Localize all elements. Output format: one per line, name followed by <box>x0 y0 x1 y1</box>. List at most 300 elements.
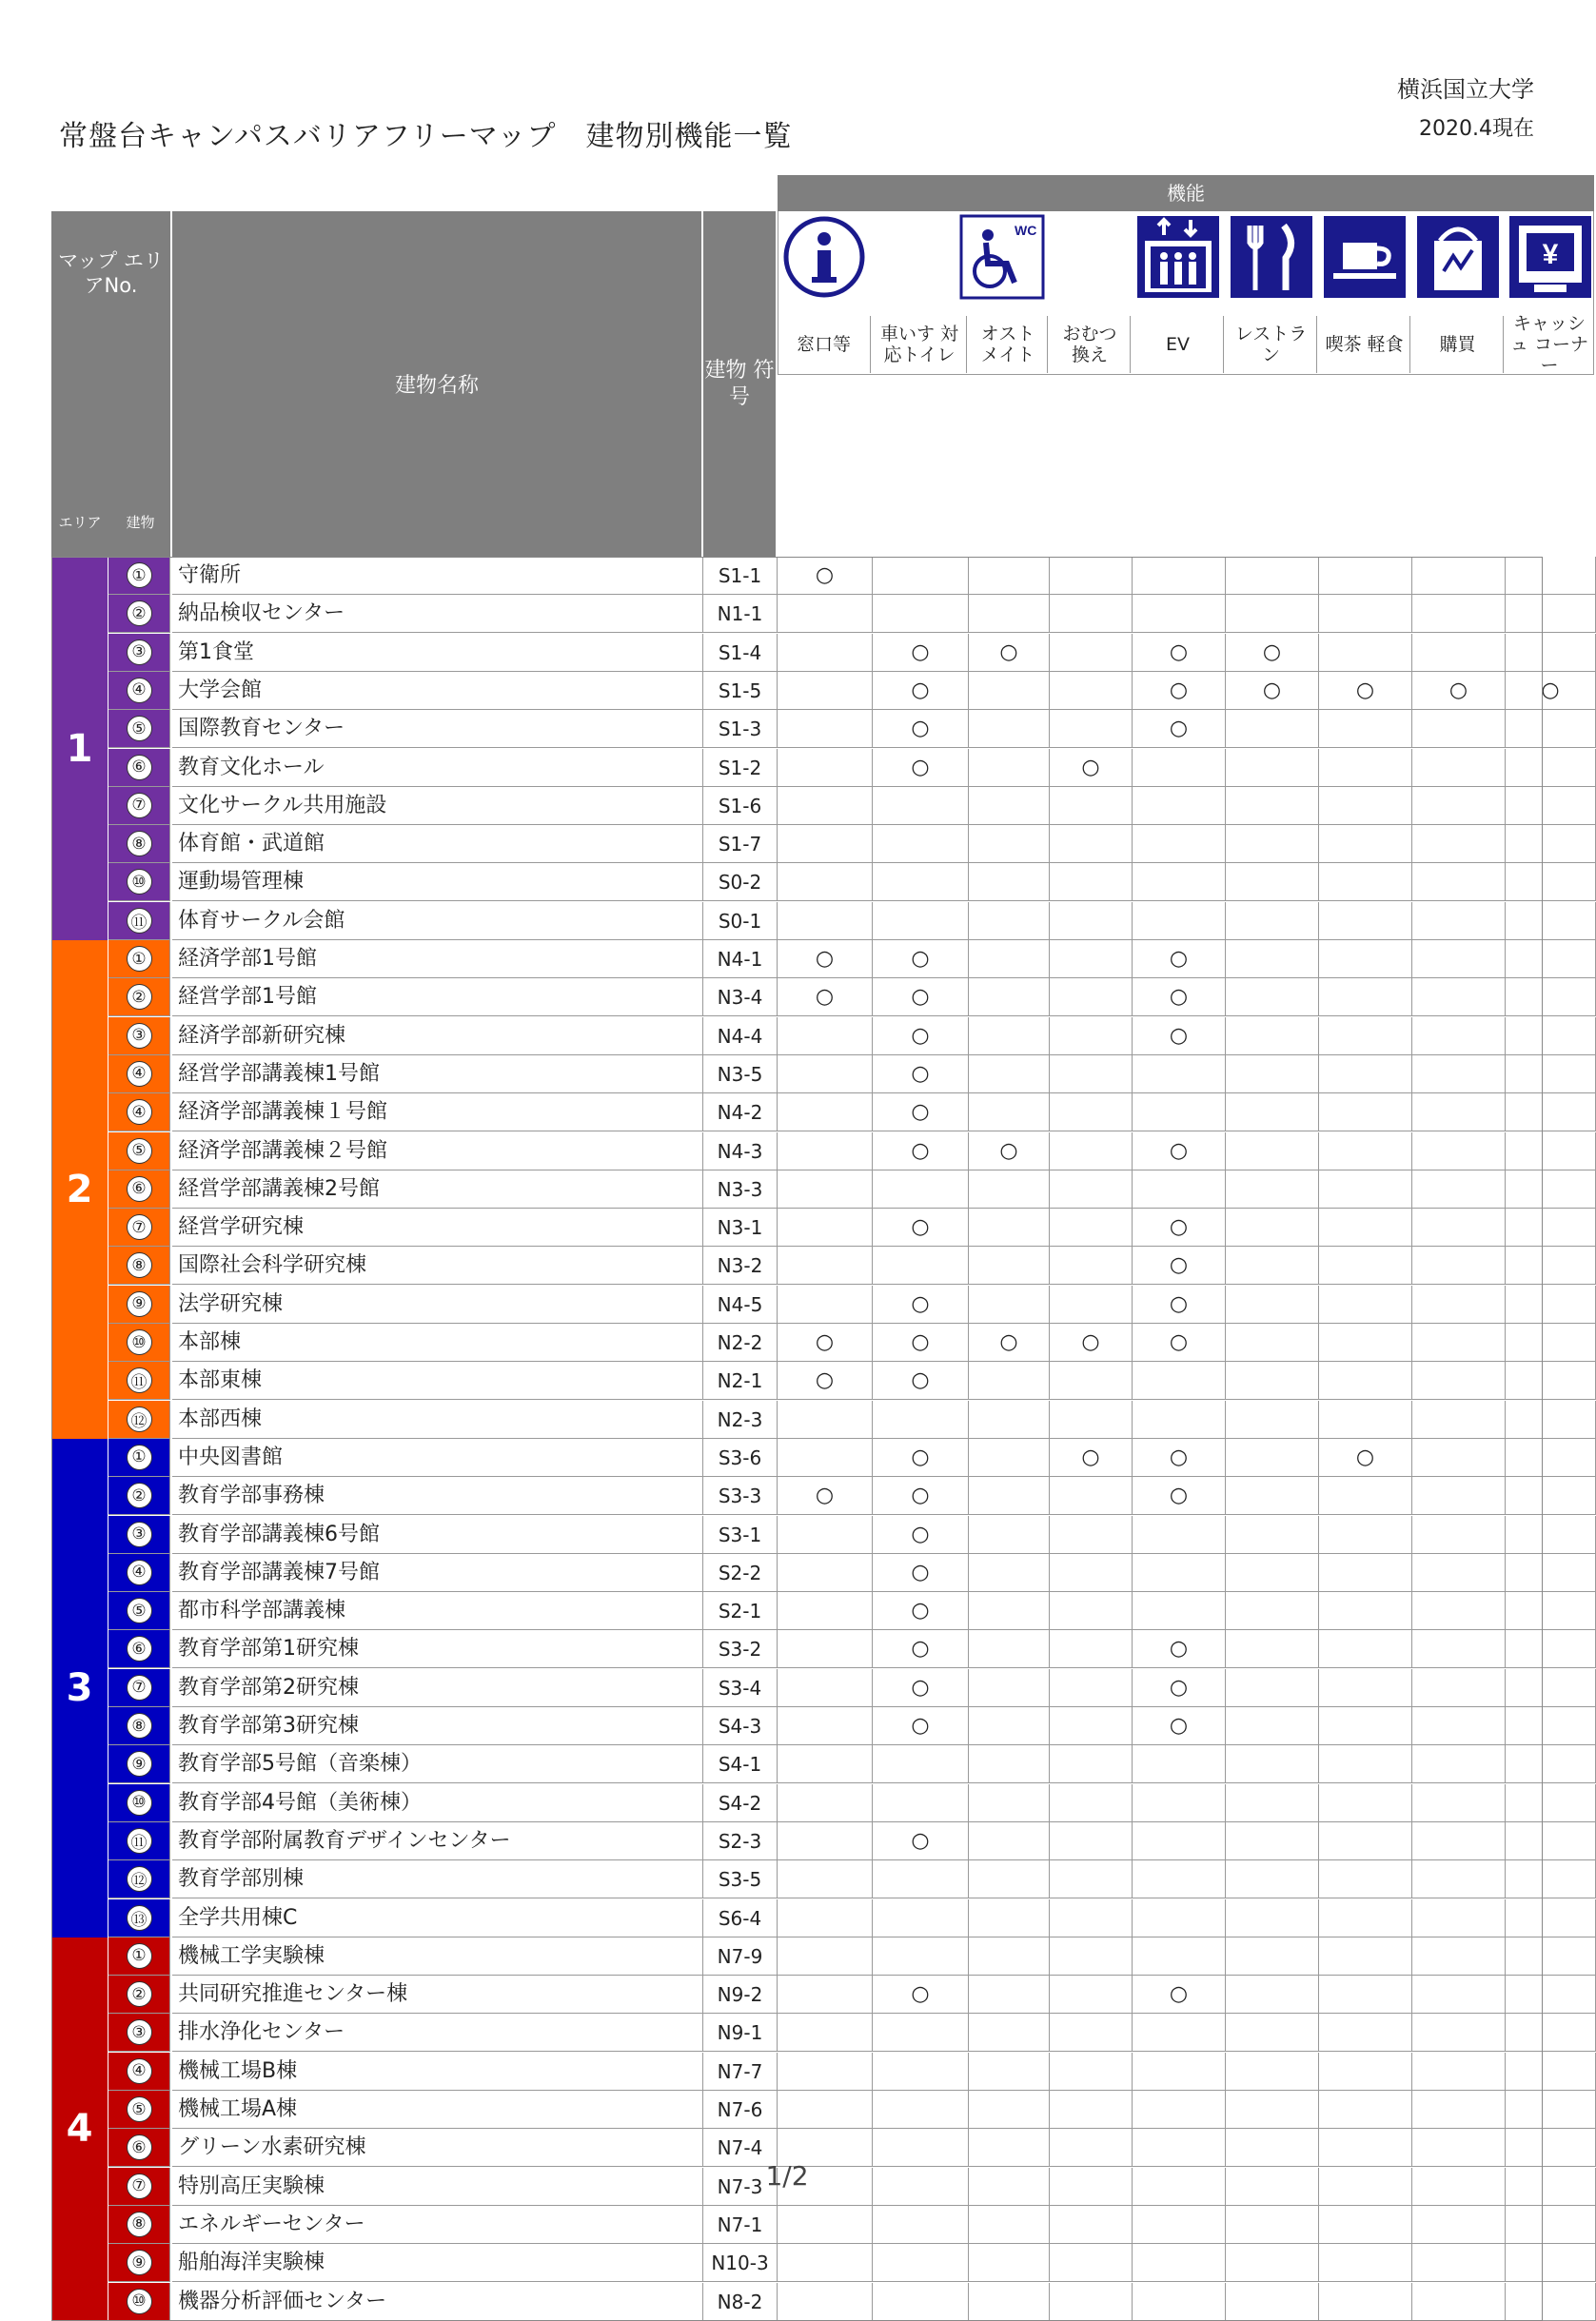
function-mark-cell <box>778 1247 873 1285</box>
function-mark-cell <box>1133 595 1226 633</box>
function-mark-cell <box>1226 1093 1319 1131</box>
function-mark-cell <box>1319 1592 1412 1630</box>
building-number: ③ <box>127 1023 152 1049</box>
function-available-mark: ○ <box>873 749 969 787</box>
table-row <box>51 1209 1543 1247</box>
function-mark-cell <box>1226 2014 1319 2052</box>
building-code: N7-3 <box>703 2168 778 2206</box>
function-mark-cell <box>1319 1745 1412 1783</box>
function-mark-cell <box>1412 2053 1506 2091</box>
building-name: 経営学研究棟 <box>172 1209 703 1247</box>
building-name: グリーン水素研究棟 <box>172 2129 703 2167</box>
table-row <box>51 1976 1543 2014</box>
function-available-mark: ○ <box>873 1324 969 1362</box>
function-mark-cell <box>969 1401 1050 1439</box>
building-name: 体育サークル会館 <box>172 902 703 940</box>
function-mark-cell <box>1412 1860 1506 1898</box>
function-mark-cell <box>778 1937 873 1976</box>
function-mark-cell <box>778 2014 873 2052</box>
function-mark-cell <box>1319 1516 1412 1554</box>
function-mark-cell <box>778 1745 873 1783</box>
function-mark-cell <box>1412 2244 1506 2282</box>
function-mark-cell <box>778 1899 873 1937</box>
function-mark-cell <box>873 863 969 901</box>
function-mark-cell <box>1319 1669 1412 1707</box>
function-mark-cell <box>873 1401 969 1439</box>
building-code: S1-4 <box>703 634 778 672</box>
function-mark-cell <box>1133 2014 1226 2052</box>
function-mark-cell <box>1050 1247 1133 1285</box>
building-name: 中央図書館 <box>172 1439 703 1477</box>
function-mark-cell <box>1506 2244 1596 2282</box>
building-code: N10-3 <box>703 2244 778 2282</box>
building-number-cell <box>108 2053 170 2091</box>
building-number: ⑧ <box>127 1713 152 1739</box>
function-mark-cell <box>778 1669 873 1707</box>
building-name: 教育学部5号館（音楽棟） <box>172 1745 703 1783</box>
function-mark-cell <box>1050 1170 1133 1209</box>
function-mark-cell <box>1050 1093 1133 1131</box>
function-mark-cell <box>1133 2053 1226 2091</box>
function-mark-cell <box>778 1976 873 2014</box>
function-mark-cell <box>1226 1745 1319 1783</box>
function-available-mark: ○ <box>1133 1132 1226 1170</box>
function-available-mark: ○ <box>1319 672 1412 710</box>
function-mark-cell <box>1412 902 1506 940</box>
table-row <box>51 1093 1543 1131</box>
function-available-mark: ○ <box>873 1822 969 1860</box>
function-mark-cell <box>1133 1093 1226 1131</box>
function-mark-cell <box>778 2091 873 2129</box>
table-row <box>51 1899 1543 1937</box>
building-number-cell <box>108 1784 170 1822</box>
building-name: 特別高圧実験棟 <box>172 2168 703 2206</box>
function-mark-cell <box>1050 1286 1133 1324</box>
building-code: N7-6 <box>703 2091 778 2129</box>
function-mark-cell <box>1506 787 1596 825</box>
function-mark-cell <box>1226 1860 1319 1898</box>
function-available-mark: ○ <box>873 1362 969 1400</box>
function-mark-cell <box>1133 1784 1226 1822</box>
function-mark-cell <box>969 1860 1050 1898</box>
function-mark-cell <box>1226 1209 1319 1247</box>
table-row <box>51 787 1543 825</box>
building-name: 機器分析評価センター <box>172 2283 703 2321</box>
function-mark-cell <box>1050 1899 1133 1937</box>
function-mark-cell <box>1226 978 1319 1016</box>
building-number-cell <box>108 1132 170 1170</box>
function-mark-cell <box>778 902 873 940</box>
function-mark-cell <box>1050 634 1133 672</box>
function-mark-cell <box>1506 1784 1596 1822</box>
table-row <box>51 710 1543 748</box>
page-title: 常盤台キャンパスバリアフリーマップ 建物別機能一覧 <box>59 120 793 153</box>
table-row <box>51 2283 1543 2321</box>
building-number: ⑧ <box>127 2212 152 2237</box>
function-mark-cell <box>778 1860 873 1898</box>
function-available-mark: ○ <box>778 1362 873 1400</box>
building-number-cell <box>108 595 170 633</box>
function-mark-cell <box>873 2053 969 2091</box>
function-mark-cell <box>1133 1055 1226 1093</box>
function-available-mark: ○ <box>1226 672 1319 710</box>
facility-table <box>51 175 1589 2313</box>
function-mark-cell <box>1133 1170 1226 1209</box>
function-mark-cell <box>1226 1247 1319 1285</box>
function-mark-cell <box>1226 1937 1319 1976</box>
function-mark-cell <box>1319 2014 1412 2052</box>
function-mark-cell <box>1506 1745 1596 1783</box>
function-available-mark: ○ <box>1133 1324 1226 1362</box>
function-mark-cell <box>1133 1362 1226 1400</box>
function-mark-cell <box>969 1286 1050 1324</box>
function-mark-cell <box>1226 1976 1319 2014</box>
building-name: 教育学部4号館（美術棟） <box>172 1784 703 1822</box>
building-number: ⑫ <box>127 1866 152 1892</box>
table-row <box>51 595 1543 633</box>
building-number-cell <box>108 1209 170 1247</box>
function-mark-cell <box>1412 2206 1506 2244</box>
function-mark-cell <box>1319 825 1412 863</box>
function-mark-cell <box>1226 1899 1319 1937</box>
building-number-cell <box>108 710 170 748</box>
building-number: ⑤ <box>127 1138 152 1164</box>
building-number-cell <box>108 825 170 863</box>
function-mark-cell <box>1412 2091 1506 2129</box>
university-name: 横浜国立大学 <box>1397 76 1534 103</box>
building-code: N8-2 <box>703 2283 778 2321</box>
function-mark-cell <box>778 1132 873 1170</box>
building-number: ⑥ <box>127 1176 152 1202</box>
function-mark-cell <box>1412 1170 1506 1209</box>
building-name: 文化サークル共用施設 <box>172 787 703 825</box>
function-available-mark: ○ <box>1050 1439 1133 1477</box>
function-mark-cell <box>1133 1592 1226 1630</box>
function-mark-cell <box>1319 1017 1412 1055</box>
map-area-label: マップ エリアNo. <box>58 249 164 297</box>
building-name: 教育学部講義棟7号館 <box>172 1554 703 1592</box>
function-mark-cell <box>1050 940 1133 978</box>
building-code: N7-4 <box>703 2129 778 2167</box>
building-number-cell <box>108 2206 170 2244</box>
building-code: S4-1 <box>703 1745 778 1783</box>
building-code: N7-9 <box>703 1937 778 1976</box>
building-name: 経営学部講義棟1号館 <box>172 1055 703 1093</box>
function-mark-cell <box>1319 2053 1412 2091</box>
building-code: N4-2 <box>703 1093 778 1131</box>
table-row <box>51 1132 1543 1170</box>
building-code: S4-3 <box>703 1707 778 1745</box>
building-number-cell <box>108 1362 170 1400</box>
function-available-mark: ○ <box>873 1669 969 1707</box>
building-name: 大学会館 <box>172 672 703 710</box>
function-mark-cell <box>1319 1784 1412 1822</box>
table-row <box>51 2053 1543 2091</box>
function-mark-cell <box>1226 1055 1319 1093</box>
function-mark-cell <box>969 557 1050 595</box>
function-mark-cell <box>1050 825 1133 863</box>
function-mark-cell <box>1319 1170 1412 1209</box>
building-code: S1-7 <box>703 825 778 863</box>
function-mark-cell <box>1050 978 1133 1016</box>
building-code: S6-4 <box>703 1899 778 1937</box>
function-available-mark: ○ <box>873 1477 969 1515</box>
function-mark-cell <box>1050 863 1133 901</box>
function-available-mark: ○ <box>1133 940 1226 978</box>
function-mark-cell <box>1226 1286 1319 1324</box>
building-number: ⑥ <box>127 755 152 780</box>
function-mark-cell <box>1050 710 1133 748</box>
function-mark-cell <box>873 1899 969 1937</box>
function-mark-cell <box>1226 1784 1319 1822</box>
function-label: 購買 <box>1412 316 1504 373</box>
building-code: S3-5 <box>703 1860 778 1898</box>
function-mark-cell <box>1412 1324 1506 1362</box>
function-mark-cell <box>1050 2206 1133 2244</box>
building-number-cell <box>108 1516 170 1554</box>
function-mark-cell <box>969 1745 1050 1783</box>
function-mark-cell <box>778 1401 873 1439</box>
function-mark-cell <box>1226 1132 1319 1170</box>
function-mark-cell <box>1226 1170 1319 1209</box>
building-name: 教育学部第1研究棟 <box>172 1630 703 1668</box>
building-code: S2-1 <box>703 1592 778 1630</box>
building-name-label: 建物名称 <box>394 374 479 398</box>
function-mark-cell <box>1506 1170 1596 1209</box>
building-code: S0-2 <box>703 863 778 901</box>
function-mark-cell <box>778 2244 873 2282</box>
building-code: S1-3 <box>703 710 778 748</box>
function-mark-cell <box>1319 1860 1412 1898</box>
function-available-mark: ○ <box>873 1093 969 1131</box>
table-row <box>51 672 1560 710</box>
function-available-mark: ○ <box>1506 672 1596 710</box>
functions-header: 機能 <box>778 175 1594 211</box>
building-number: ⑤ <box>127 2096 152 2122</box>
function-mark-cell <box>1226 2091 1319 2129</box>
building-number: ④ <box>127 1099 152 1125</box>
function-mark-cell <box>1319 2244 1412 2282</box>
function-mark-cell <box>778 672 873 710</box>
function-mark-cell <box>1050 1362 1133 1400</box>
function-mark-cell <box>1319 902 1412 940</box>
function-mark-cell <box>1133 863 1226 901</box>
function-mark-cell <box>1412 595 1506 633</box>
function-mark-cell <box>1412 978 1506 1016</box>
function-mark-cell <box>1506 2053 1596 2091</box>
function-mark-cell <box>1506 863 1596 901</box>
function-mark-cell <box>969 1937 1050 1976</box>
function-mark-cell <box>1506 1630 1596 1668</box>
function-mark-cell <box>1412 634 1506 672</box>
function-available-mark: ○ <box>1133 1707 1226 1745</box>
function-available-mark: ○ <box>1412 672 1506 710</box>
building-number-cell <box>108 1707 170 1745</box>
function-mark-cell <box>1050 1976 1133 2014</box>
building-code: N4-5 <box>703 1286 778 1324</box>
function-mark-cell <box>1412 1976 1506 2014</box>
function-mark-cell <box>1412 1899 1506 1937</box>
building-number: ④ <box>127 2058 152 2084</box>
building-code: S3-2 <box>703 1630 778 1668</box>
function-mark-cell <box>1506 2014 1596 2052</box>
building-code: N4-3 <box>703 1132 778 1170</box>
function-mark-cell <box>1506 557 1596 595</box>
building-number-cell <box>108 2014 170 2052</box>
function-available-mark: ○ <box>1133 1669 1226 1707</box>
function-mark-cell <box>1412 1017 1506 1055</box>
building-code: N3-1 <box>703 1209 778 1247</box>
building-number: ⑦ <box>127 2173 152 2199</box>
building-code: N3-5 <box>703 1055 778 1093</box>
function-mark-cell <box>1319 1286 1412 1324</box>
building-code: S3-6 <box>703 1439 778 1477</box>
building-number-cell <box>108 1745 170 1783</box>
function-mark-cell <box>1133 2283 1226 2321</box>
building-name-header <box>172 211 701 557</box>
function-mark-cell <box>1319 1209 1412 1247</box>
building-number: ④ <box>127 678 152 703</box>
function-mark-cell <box>1226 1707 1319 1745</box>
function-mark-cell <box>1226 1324 1319 1362</box>
function-mark-cell <box>1506 1324 1596 1362</box>
function-mark-cell <box>1319 940 1412 978</box>
building-code: S4-2 <box>703 1784 778 1822</box>
function-mark-cell <box>1412 1516 1506 1554</box>
building-number: ② <box>127 1981 152 2007</box>
function-mark-cell <box>778 1707 873 1745</box>
building-number-cell <box>108 863 170 901</box>
building-code: S3-3 <box>703 1477 778 1515</box>
function-mark-cell <box>1050 1401 1133 1439</box>
function-mark-cell <box>1133 902 1226 940</box>
area-number: 2 <box>51 940 108 1439</box>
building-code: N2-3 <box>703 1401 778 1439</box>
function-available-mark: ○ <box>873 710 969 748</box>
function-mark-cell <box>1050 1937 1133 1976</box>
function-mark-cell <box>1319 1093 1412 1131</box>
function-mark-cell <box>969 1017 1050 1055</box>
function-mark-cell <box>1506 1093 1596 1131</box>
building-name: 本部東棟 <box>172 1362 703 1400</box>
function-mark-cell <box>1319 2091 1412 2129</box>
building-number: ② <box>127 600 152 626</box>
table-row <box>51 749 1543 787</box>
function-available-mark: ○ <box>873 1017 969 1055</box>
building-name: 都市科学部講義棟 <box>172 1592 703 1630</box>
building-number: ⑩ <box>127 869 152 895</box>
function-mark-cell <box>1506 1516 1596 1554</box>
building-name: 教育学部講義棟6号館 <box>172 1516 703 1554</box>
function-mark-cell <box>1226 2206 1319 2244</box>
function-mark-cell <box>969 1899 1050 1937</box>
table-row <box>51 1707 1543 1745</box>
building-number: ① <box>127 1943 152 1969</box>
function-mark-cell <box>1412 940 1506 978</box>
building-code: S3-1 <box>703 1516 778 1554</box>
function-mark-cell <box>969 1592 1050 1630</box>
function-mark-cell <box>1226 2244 1319 2282</box>
building-number-cell <box>108 1899 170 1937</box>
building-code: N3-3 <box>703 1170 778 1209</box>
function-mark-cell <box>1319 595 1412 633</box>
function-mark-cell <box>1506 1899 1596 1937</box>
function-available-mark: ○ <box>873 1286 969 1324</box>
building-code: N4-1 <box>703 940 778 978</box>
function-mark-cell <box>1050 2053 1133 2091</box>
function-mark-cell <box>873 2206 969 2244</box>
function-mark-cell <box>1506 2206 1596 2244</box>
function-mark-cell <box>1133 1745 1226 1783</box>
function-mark-cell <box>969 978 1050 1016</box>
building-number-cell <box>108 2283 170 2321</box>
building-name: 経営学部講義棟2号館 <box>172 1170 703 1209</box>
building-number: ⑨ <box>127 2250 152 2275</box>
building-number-cell <box>108 1976 170 2014</box>
function-mark-cell <box>1226 825 1319 863</box>
building-name: 教育学部附属教育デザインセンター <box>172 1822 703 1860</box>
building-number: ④ <box>127 1061 152 1087</box>
function-mark-cell <box>1412 1707 1506 1745</box>
table-row <box>51 825 1543 863</box>
function-available-mark: ○ <box>873 1132 969 1170</box>
function-mark-cell <box>969 595 1050 633</box>
function-mark-cell <box>969 940 1050 978</box>
function-mark-cell <box>778 1055 873 1093</box>
function-mark-cell <box>1226 940 1319 978</box>
building-number-cell <box>108 1093 170 1131</box>
function-label: 窓口等 <box>778 316 871 373</box>
building-number: ⑨ <box>127 1291 152 1317</box>
function-mark-cell <box>778 595 873 633</box>
function-mark-cell <box>1506 1247 1596 1285</box>
function-available-mark: ○ <box>969 1132 1050 1170</box>
table-row <box>51 1017 1543 1055</box>
function-available-mark: ○ <box>1133 1439 1226 1477</box>
building-label: 建物 <box>126 514 155 531</box>
function-mark-cell <box>1226 2053 1319 2091</box>
building-name: 機械工学実験棟 <box>172 1937 703 1976</box>
function-mark-cell <box>969 710 1050 748</box>
function-mark-cell <box>1319 1324 1412 1362</box>
svg-text:WC: WC <box>1014 223 1036 238</box>
function-mark-cell <box>1319 1554 1412 1592</box>
building-code: S1-2 <box>703 749 778 787</box>
table-row <box>51 940 1543 978</box>
function-mark-cell <box>1050 595 1133 633</box>
function-mark-cell <box>1319 1899 1412 1937</box>
function-available-mark: ○ <box>778 1324 873 1362</box>
table-row <box>51 1784 1543 1822</box>
function-mark-cell <box>1506 1132 1596 1170</box>
building-number-cell <box>108 2091 170 2129</box>
building-code: S3-4 <box>703 1669 778 1707</box>
function-available-mark: ○ <box>873 1976 969 2014</box>
table-row <box>51 1669 1543 1707</box>
function-mark-cell <box>1133 1401 1226 1439</box>
function-mark-cell <box>1412 557 1506 595</box>
function-mark-cell <box>1412 825 1506 863</box>
building-number: ⑩ <box>127 1329 152 1355</box>
table-row <box>51 1055 1543 1093</box>
function-mark-cell <box>1506 1822 1596 1860</box>
function-label: 喫茶 軽食 <box>1319 316 1410 373</box>
table-row <box>51 1324 1543 1362</box>
svg-text:¥: ¥ <box>1542 239 1558 270</box>
building-number: ② <box>127 984 152 1010</box>
function-mark-cell <box>1050 787 1133 825</box>
function-mark-cell <box>1133 2206 1226 2244</box>
